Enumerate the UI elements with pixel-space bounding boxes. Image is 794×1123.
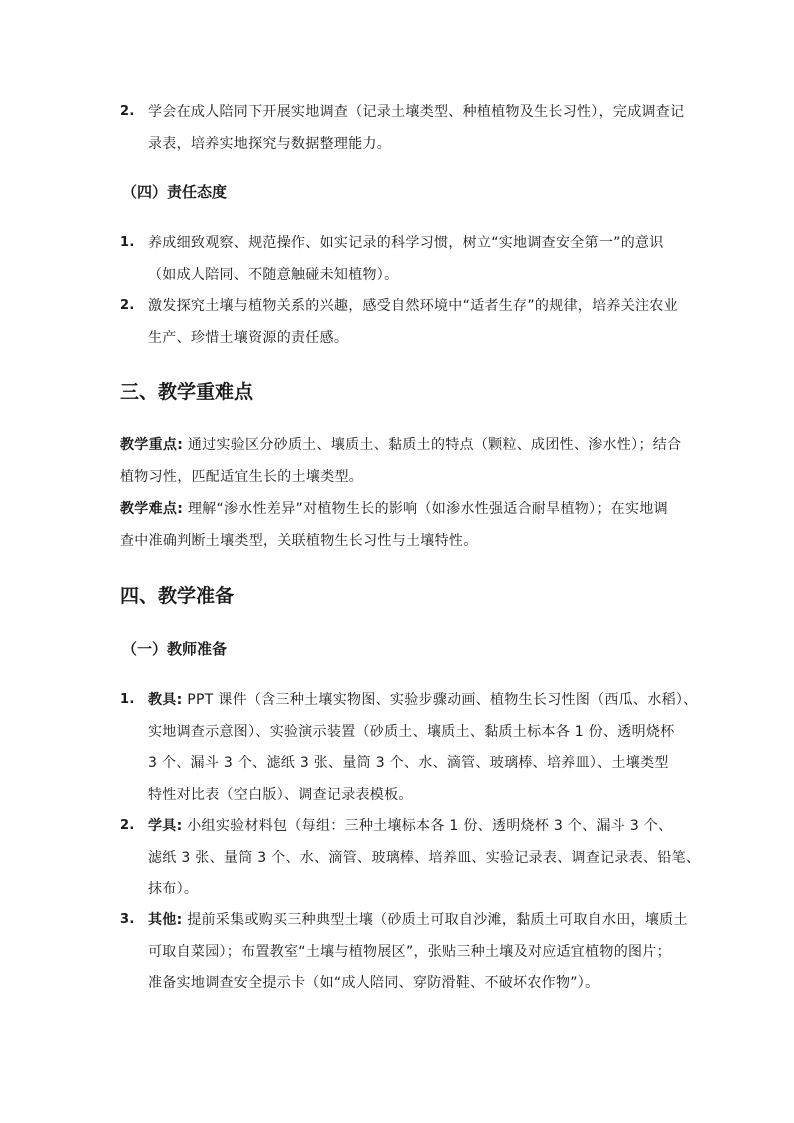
teaching-difficulty-text: 理解“渗水性差异”对植物生长的影响（如渗水性强适合耐旱植物）；在实地调 — [183, 501, 668, 517]
list-item — [120, 690, 698, 810]
list-number: 2. — [120, 818, 135, 833]
list-text-line: 可取自菜园）；布置教室“土壤与植物展区”，张贴三种土壤及对应适宜植物的图片； — [148, 944, 671, 960]
list-text-line: 录表，培养实地探究与数据整理能力。 — [148, 136, 392, 152]
list-text-line: 生产、珍惜土壤资源的责任感。 — [148, 330, 349, 346]
item-text: 提前采集或购买三种典型土壤（砂质土可取自沙滩，黏质土可取自水田，壤质土 — [182, 912, 688, 928]
list-text-line: 特性对比表（空白版）、调查记录表模板。 — [148, 787, 413, 803]
subsection-heading: （四）责任态度 — [122, 183, 228, 201]
list-item — [120, 102, 685, 162]
teaching-difficulty-label: 教学难点: — [120, 501, 184, 517]
list-text-line: 抹布）。 — [148, 881, 199, 897]
list-text-line: （如成人陪同、不随意触碰未知植物）。 — [148, 267, 399, 283]
subsection-heading: （一）教师准备 — [122, 640, 228, 658]
list-item — [120, 233, 680, 293]
item-label: 教具: — [148, 692, 183, 708]
list-text-line: 准备实地调查安全提示卡（如“成人陪同、穿防滑鞋、不破坏农作物”）。 — [148, 975, 600, 991]
list-number: 3. — [120, 912, 135, 927]
section-heading: 三、教学重难点 — [120, 381, 254, 403]
list-number: 1. — [120, 235, 135, 250]
teaching-difficulty-line: 查中准确判断土壤类型，关联植物生长习性与土壤特性。 — [120, 533, 478, 549]
item-label: 学具: — [148, 818, 183, 834]
teaching-focus-line: 植物习性，匹配适宜生长的土壤类型。 — [120, 469, 364, 485]
teaching-focus-text: 通过实验区分砂质土、壤质土、黏质土的特点（颗粒、成团性、渗水性）；结合 — [183, 437, 682, 453]
list-item — [120, 910, 688, 1000]
item-label: 其他: — [148, 912, 183, 928]
item-text: 小组实验材料包（每组：三种土壤标本各 1 份、透明烧杯 3 个、漏斗 3 个、 — [182, 818, 673, 834]
list-text-line: 养成细致观察、规范操作、如实记录的科学习惯，树立“实地调查安全第一”的意识 — [148, 235, 664, 251]
list-item — [120, 296, 680, 356]
list-text-line — [148, 816, 672, 836]
list-text-line: 激发探究土壤与植物关系的兴趣，感受自然环境中“适者生存”的规律，培养关注农业 — [148, 298, 678, 314]
item-text: PPT 课件（含三种土壤实物图、实验步骤动画、植物生长习性图（西瓜、水稻）、 — [182, 692, 698, 708]
list-text-line: 3 个、漏斗 3 个、滤纸 3 张、量筒 3 个、水、滴管、玻璃棒、培养皿）、土壤类型 — [148, 755, 669, 771]
list-item — [120, 816, 701, 906]
teaching-difficulty-line — [120, 499, 668, 519]
teaching-focus-label: 教学重点: — [120, 437, 184, 453]
list-text-line — [148, 690, 698, 710]
list-text-line: 实地调查示意图）、实验演示装置（砂质土、壤质土、黏质土标本各 1 份、透明烧杯 — [148, 724, 675, 740]
list-text-line — [148, 910, 688, 930]
list-text-line: 滤纸 3 张、量筒 3 个、水、滴管、玻璃棒、培养皿、实验记录表、调查记录表、铅笔、 — [148, 850, 701, 866]
section-heading: 四、教学准备 — [120, 585, 235, 607]
list-number: 1. — [120, 692, 135, 707]
list-number: 2. — [120, 298, 135, 313]
list-number: 2. — [120, 104, 135, 119]
list-text-line: 学会在成人陪同下开展实地调查（记录土壤类型、种植植物及生长习性），完成调查记 — [148, 104, 685, 120]
teaching-focus-line — [120, 435, 681, 455]
